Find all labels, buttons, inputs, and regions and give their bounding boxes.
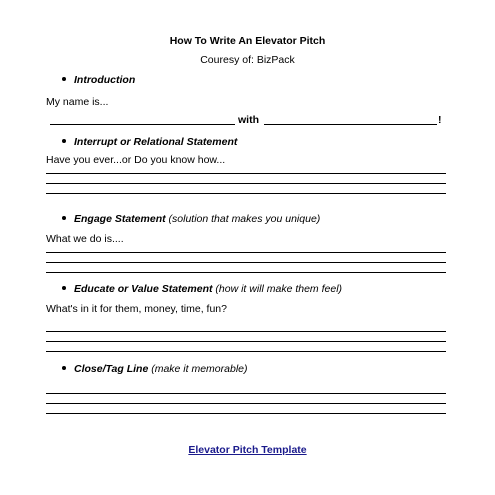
bullet-dot xyxy=(62,366,66,370)
answer-line[interactable] xyxy=(46,351,446,352)
prompt-engage: What we do is.... xyxy=(46,233,124,245)
exclamation-mark: ! xyxy=(438,114,442,126)
prompt-educate: What's in it for them, money, time, fun? xyxy=(46,303,227,315)
company-blank-line[interactable] xyxy=(264,124,437,125)
answer-line[interactable] xyxy=(46,173,446,174)
answer-line[interactable] xyxy=(46,331,446,332)
section-heading-introduction: Introduction xyxy=(62,74,135,86)
section-heading-interrupt: Interrupt or Relational Statement xyxy=(62,136,237,148)
bullet-dot xyxy=(62,139,66,143)
with-word: with xyxy=(238,114,259,126)
answer-line[interactable] xyxy=(46,183,446,184)
elevator-pitch-template-link[interactable]: Elevator Pitch Template xyxy=(188,444,307,456)
section-heading-close: Close/Tag Line (make it memorable) xyxy=(62,363,248,375)
bullet-dot xyxy=(62,286,66,290)
page-subtitle: Couresy of: BizPack xyxy=(200,54,295,66)
answer-line[interactable] xyxy=(46,272,446,273)
answer-line[interactable] xyxy=(46,393,446,394)
section-heading-engage: Engage Statement (solution that makes you unique) xyxy=(62,213,320,225)
answer-line[interactable] xyxy=(46,262,446,263)
name-blank-line[interactable] xyxy=(50,124,235,125)
bullet-dot xyxy=(62,216,66,220)
answer-line[interactable] xyxy=(46,413,446,414)
answer-line[interactable] xyxy=(46,193,446,194)
answer-line[interactable] xyxy=(46,341,446,342)
section-heading-educate: Educate or Value Statement (how it will make them feel) xyxy=(62,283,342,295)
answer-line[interactable] xyxy=(46,252,446,253)
prompt-introduction: My name is... xyxy=(46,96,109,108)
page-title: How To Write An Elevator Pitch xyxy=(169,35,326,47)
bullet-dot xyxy=(62,77,66,81)
prompt-interrupt: Have you ever...or Do you know how... xyxy=(46,154,226,166)
answer-line[interactable] xyxy=(46,403,446,404)
